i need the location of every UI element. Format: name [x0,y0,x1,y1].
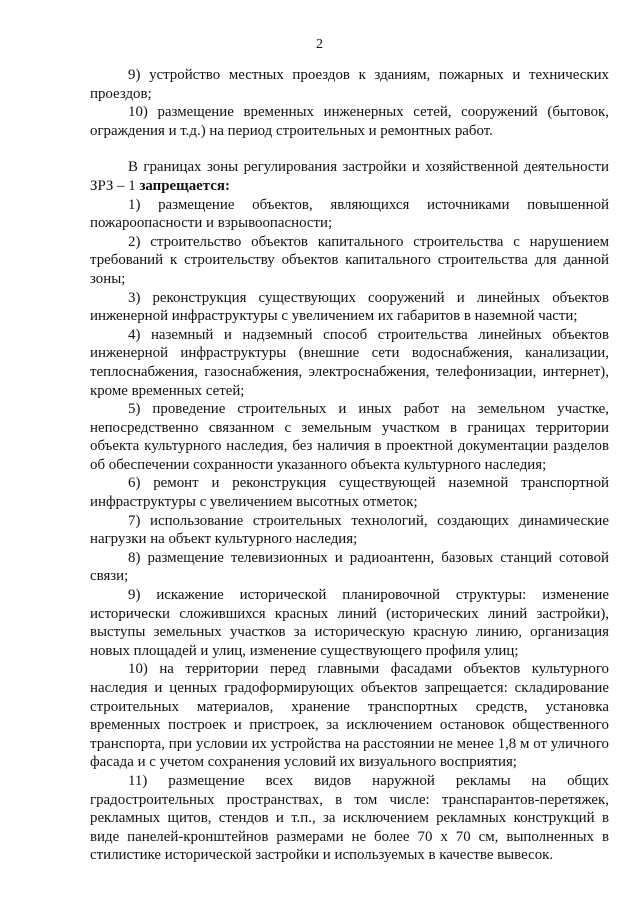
prohibition-item-6: 6) ремонт и реконструкция существующей наземной транспортной инфраструктуры с увеличением высотных отметок; [90,475,609,511]
zone-intro-prohibited: запрещается: [139,177,230,194]
page-number: 2 [316,37,323,52]
prohibition-item-11: 11) размещение всех видов наружной рекламы на общих градостроительных пространствах, в том числе: транспарантов-перетяжек, рекламных щитов, стендов и т.п., за исключением рекламных конструкций в виде панелей-кронштейнов размерами не более 70 х 70 см, выполненных в стилистике исторической застройки и используемых в качестве вывесок. [90,772,609,864]
paragraph-item-10: 10) размещение временных инженерных сетей, сооружений (бытовок, ограждения и т.д.) на период строительных и ремонтных работ. [90,104,609,139]
prohibition-item-3: 3) реконструкция существующих сооружений и линейных объектов инженерной инфраструктуры с увеличением их габаритов в наземной части; [90,289,609,325]
paragraph-spacer [90,140,609,158]
prohibition-item-8: 8) размещение телевизионных и радиоантенн, базовых станций сотовой связи; [90,549,609,585]
paragraph-item-9: 9) устройство местных проездов к зданиям, пожарных и технических проездов; [90,67,609,102]
prohibition-item-7: 7) использование строительных технологий, создающих динамические нагрузки на объект культурного наследия; [90,512,609,548]
prohibition-item-10: 10) на территории перед главными фасадами объектов культурного наследия и ценных градоформирующих объектов запрещается: складирование строительных материалов, хранение транспортных средств, установка временных построек и пристроек, за исключением остановок общественного транспорта, при условии их устройства на расстоянии не менее 1,8 м от уличного фасада и с учетом сохранения условий их визуального восприятия; [90,661,609,771]
document-body [90,66,609,865]
prohibition-item-4: 4) наземный и надземный способ строительства линейных объектов инженерной инфраструктуры (внешние сети водоснабжения, канализации, теплоснабжения, газоснабжения, электроснабжения, телефонизации, интернет), кроме временных сетей; [90,326,609,399]
zone-intro-text: В границах зоны регулирования застройки и хозяйственной деятельности ЗРЗ – 1 [90,159,609,194]
prohibition-item-2: 2) строительство объектов капитального строительства с нарушением требований к строительству объектов капитального строительства для данной зоны; [90,233,609,287]
zone-intro-paragraph [90,158,609,195]
prohibition-item-5: 5) проведение строительных и иных работ на земельном участке, непосредственно связанном с земельным участком в границах территории объекта культурного наследия, без наличия в проектной документации разделов об обеспечении сохранности указанного объекта культурного наследия; [90,401,609,473]
prohibition-item-1: 1) размещение объектов, являющихся источниками повышенной пожароопасности и взрывоопасности; [90,196,609,232]
prohibition-item-9: 9) искажение исторической планировочной структуры: изменение исторически сложившихся красных линий (исторических линий застройки), выступы земельных участков за историческую красную линию, организация новых площадей и улиц, изменение существующего профиля улиц; [90,587,609,659]
